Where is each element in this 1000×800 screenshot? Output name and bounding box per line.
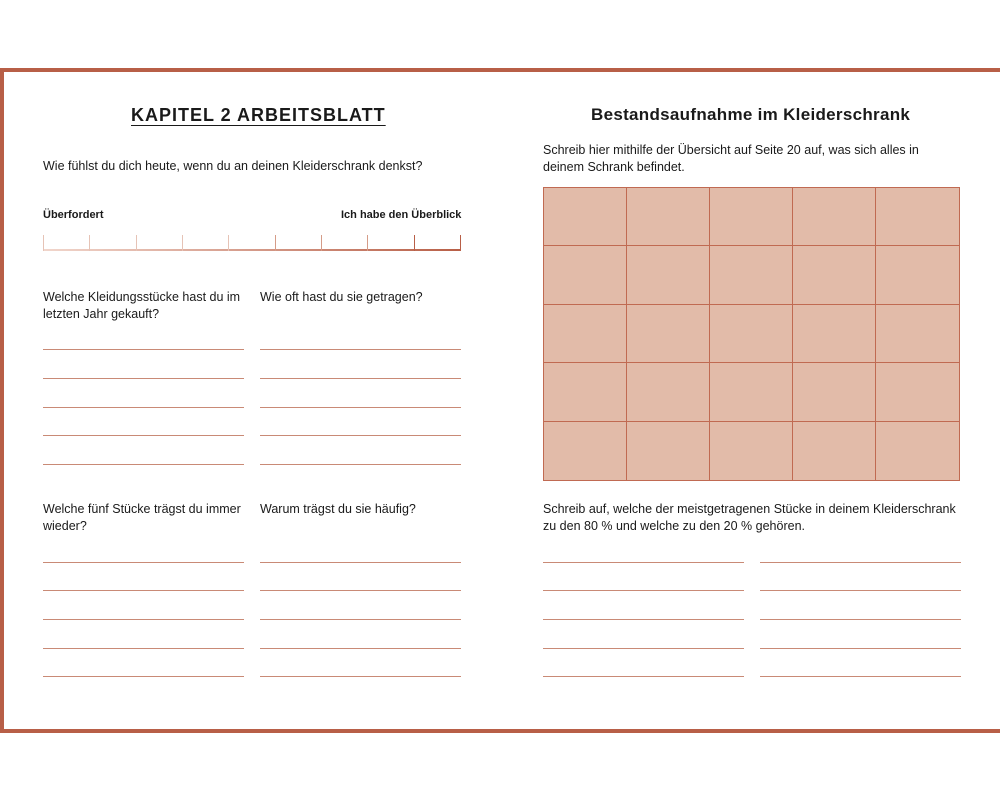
answer-line[interactable]: [543, 619, 744, 620]
answer-line[interactable]: [43, 407, 244, 408]
inventory-grid-cell[interactable]: [793, 246, 876, 304]
scale-max-label: Ich habe den Überblick: [341, 209, 462, 221]
answer-line[interactable]: [543, 648, 744, 649]
inventory-grid-cell[interactable]: [793, 188, 876, 246]
feeling-scale-bar: [43, 249, 461, 251]
question-five-pieces: Welche fünf Stücke trägst du immer wieder?: [43, 502, 241, 533]
answer-line[interactable]: [43, 464, 244, 465]
answer-line[interactable]: [43, 619, 244, 620]
answer-lines-purchased[interactable]: [43, 340, 244, 470]
inventory-grid-cell[interactable]: [710, 363, 793, 421]
answer-line[interactable]: [543, 562, 744, 563]
scale-tick[interactable]: [414, 235, 415, 251]
answer-line[interactable]: [260, 407, 461, 408]
answer-line[interactable]: [543, 676, 744, 677]
scale-min-label: Überfordert: [43, 209, 104, 221]
answer-line[interactable]: [43, 349, 244, 350]
inventory-grid-cell[interactable]: [793, 363, 876, 421]
scale-tick[interactable]: [89, 235, 90, 251]
answer-line[interactable]: [43, 676, 244, 677]
question-times-worn: Wie oft hast du sie getragen?: [260, 290, 423, 304]
answer-line[interactable]: [260, 648, 461, 649]
inventory-grid-cell[interactable]: [627, 363, 710, 421]
answer-line[interactable]: [260, 676, 461, 677]
inventory-grid-cell[interactable]: [876, 363, 959, 421]
answer-line[interactable]: [260, 378, 461, 379]
answer-line[interactable]: [760, 590, 961, 591]
question-80-20: Schreib auf, welche der meistgetragenen Stücke in deinem Kleiderschrank zu den 80 % und welche zu den 20 % gehören.: [543, 502, 956, 533]
scale-tick[interactable]: [367, 235, 368, 251]
inventory-grid-cell[interactable]: [627, 188, 710, 246]
scale-tick[interactable]: [136, 235, 137, 251]
answer-line[interactable]: [260, 590, 461, 591]
inventory-grid-cell[interactable]: [544, 363, 627, 421]
scale-tick[interactable]: [460, 235, 461, 251]
inventory-grid-cell[interactable]: [710, 246, 793, 304]
inventory-grid-cell[interactable]: [544, 305, 627, 363]
answer-lines-80-percent[interactable]: [543, 552, 744, 682]
answer-line[interactable]: [260, 435, 461, 436]
answer-line[interactable]: [260, 464, 461, 465]
answer-line[interactable]: [543, 590, 744, 591]
inventory-grid-cell[interactable]: [710, 188, 793, 246]
answer-line[interactable]: [260, 619, 461, 620]
answer-line[interactable]: [43, 590, 244, 591]
answer-lines-20-percent[interactable]: [760, 552, 961, 682]
answer-line[interactable]: [43, 562, 244, 563]
inventory-grid-cell[interactable]: [876, 246, 959, 304]
inventory-grid-cell[interactable]: [544, 422, 627, 480]
question-why-often: Warum trägst du sie häufig?: [260, 502, 416, 516]
feeling-scale[interactable]: [43, 233, 461, 251]
answer-line[interactable]: [760, 619, 961, 620]
right-page-title: Bestandsaufnahme im Kleiderschrank: [591, 105, 911, 124]
feeling-question: Wie fühlst du dich heute, wenn du an deinen Kleiderschrank denkst?: [43, 159, 423, 173]
answer-line[interactable]: [260, 349, 461, 350]
answer-lines-why-often[interactable]: [260, 552, 461, 682]
answer-line[interactable]: [760, 648, 961, 649]
inventory-grid-cell[interactable]: [793, 305, 876, 363]
scale-tick[interactable]: [182, 235, 183, 251]
answer-line[interactable]: [260, 562, 461, 563]
inventory-grid-cell[interactable]: [876, 305, 959, 363]
answer-line[interactable]: [760, 562, 961, 563]
answer-line[interactable]: [760, 676, 961, 677]
inventory-grid-cell[interactable]: [710, 305, 793, 363]
scale-tick[interactable]: [321, 235, 322, 251]
inventory-grid-cell[interactable]: [627, 422, 710, 480]
inventory-grid-cell[interactable]: [876, 188, 959, 246]
inventory-instruction: Schreib hier mithilfe der Übersicht auf Seite 20 auf, was sich alles in deinem Schrank befindet.: [543, 143, 919, 174]
scale-tick[interactable]: [43, 235, 44, 251]
question-purchased-items: Welche Kleidungsstücke hast du im letzten Jahr gekauft?: [43, 290, 241, 321]
answer-lines-times-worn[interactable]: [260, 340, 461, 470]
inventory-grid-cell[interactable]: [544, 246, 627, 304]
inventory-grid-cell[interactable]: [876, 422, 959, 480]
answer-line[interactable]: [43, 378, 244, 379]
inventory-grid-cell[interactable]: [627, 305, 710, 363]
inventory-grid-cell[interactable]: [627, 246, 710, 304]
answer-line[interactable]: [43, 648, 244, 649]
answer-line[interactable]: [43, 435, 244, 436]
inventory-grid-cell[interactable]: [793, 422, 876, 480]
scale-tick[interactable]: [228, 235, 229, 251]
scale-tick[interactable]: [275, 235, 276, 251]
answer-lines-five-pieces[interactable]: [43, 552, 244, 682]
inventory-grid-cell[interactable]: [710, 422, 793, 480]
left-page-title: KAPITEL 2 ARBEITSBLATT: [131, 105, 386, 125]
inventory-grid[interactable]: [543, 187, 960, 481]
inventory-grid-cell[interactable]: [544, 188, 627, 246]
